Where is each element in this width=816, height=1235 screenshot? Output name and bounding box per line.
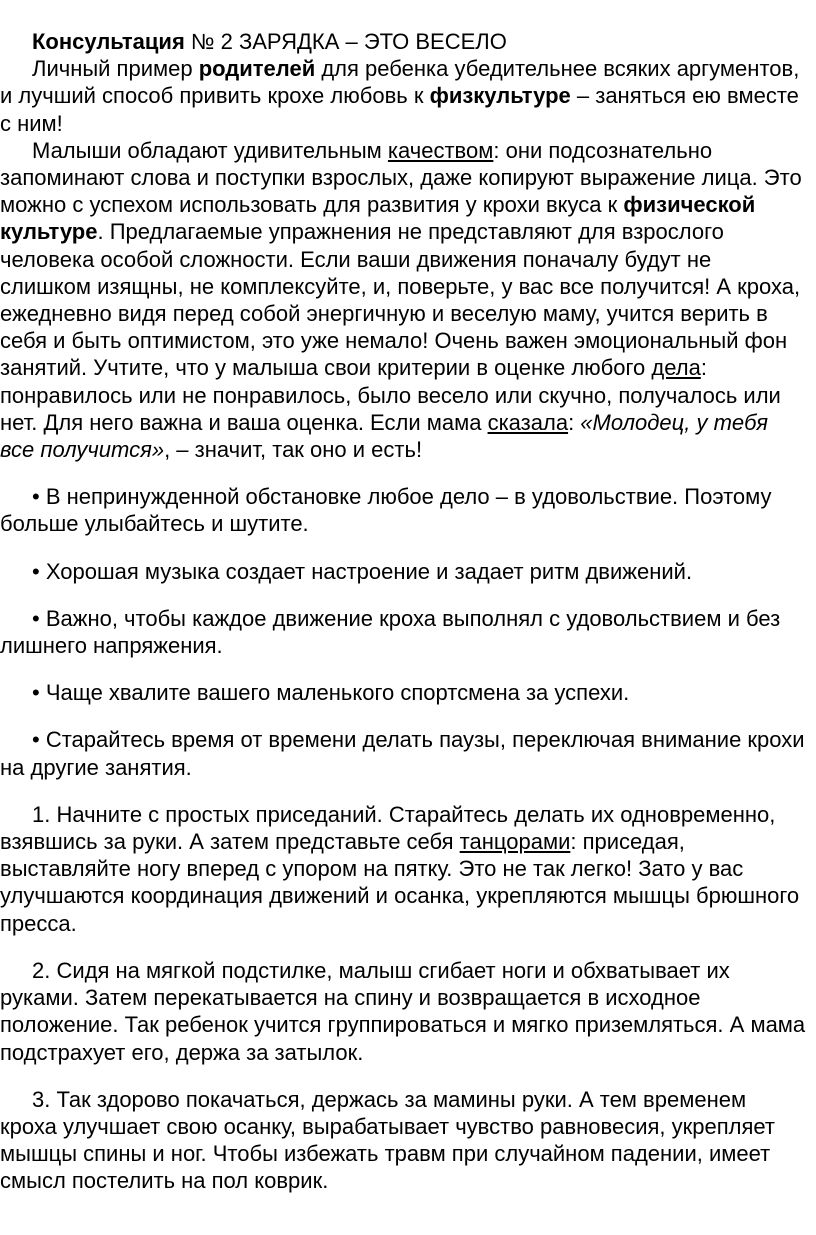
spacer — [0, 538, 806, 558]
bullet-item-3: • Важно, чтобы каждое движение кроха выполнял с удовольствием и без лишнего напряжения. — [0, 605, 781, 659]
main-text-4: : понравилось или не понравилось, было весело или скучно, получалось или нет. Для него важна и ваша оценка. Если мама — [0, 355, 781, 435]
title-bold: Консультация — [32, 29, 185, 54]
main-paragraph — [0, 137, 806, 463]
document-title — [0, 28, 806, 55]
bullet-item-2: • Хорошая музыка создает настроение и задает ритм движений. — [32, 558, 693, 584]
spacer — [0, 659, 806, 679]
intro-paragraph — [0, 55, 806, 137]
spacer — [0, 585, 806, 605]
link-dancers[interactable]: танцорами — [459, 829, 571, 855]
bullet-item-4: • Чаще хвалите вашего маленького спортсмена за успехи. — [32, 680, 630, 706]
link-quality[interactable]: качеством — [387, 137, 494, 163]
document-page — [0, 28, 816, 1195]
spacer — [0, 1066, 806, 1086]
spacer — [0, 937, 806, 957]
exercise-1-text-1: 1. Начните с простых приседаний. Старайтесь делать их одновременно, взявшись за руки. А затем представьте себя — [0, 801, 776, 855]
exercise-3-paragraph: 3. Так здорово покачаться, держась за мамины руки. А тем временем кроха улучшает свою осанку, вырабатывает чувство равновесия, укрепляет мышцы спины и ног. Чтобы избежать травм при случайном падении, имеет смысл постелить на пол коврик. — [0, 1086, 775, 1194]
spacer — [0, 463, 806, 483]
main-text-5: : — [568, 409, 581, 435]
intro-text-2: для ребенка убедительнее всяких аргументов, и лучший способ привить крохе любовь к — [0, 56, 800, 109]
bullet-item-5: • Старайтесь время от времени делать паузы, переключая внимание крохи на другие занятия. — [0, 727, 805, 780]
title-rest: № 2 ЗАРЯДКА – ЭТО ВЕСЕЛО — [184, 29, 507, 54]
main-text-6: , – значит, так оно и есть! — [164, 437, 423, 463]
intro-bold-physical-education: физкультуре — [429, 83, 571, 109]
main-text-1: Малыши обладают удивительным — [32, 137, 388, 163]
bullet-item-1: • В непринужденной обстановке любое дело – в удовольствие. Поэтому больше улыбайтесь и шутите. — [0, 484, 772, 537]
main-text-3: . Предлагаемые упражнения не представляют для взрослого человека особой сложности. Если ваши движения поначалу будут не слишком изящны, не комплексуйте, и, поверьте, у вас все получится! А кроха, ежедневно видя перед собой энергичную и веселую маму, учится верить в себя и быть оптимистом, это уже немало! Очень важен эмоциональный фон занятий. Учтите, что у малыша свои критерии в оценке любого — [0, 219, 801, 381]
intro-text-3: – заняться ею вместе с ним! — [0, 83, 799, 136]
exercise-2-paragraph: 2. Сидя на мягкой подстилке, малыш сгибает ноги и обхватывает их руками. Затем перекатывается на спину и возвращается в исходное положение. Так ребенок учится группироваться и мягко приземляться. А мама подстрахует его, держа за затылок. — [0, 957, 806, 1065]
intro-text-1: Личный пример — [32, 56, 199, 82]
main-bold-physical-culture: физической культуре — [0, 192, 756, 245]
intro-bold-parents: родителей — [198, 56, 316, 82]
link-deed[interactable]: дела — [651, 355, 701, 381]
exercise-1-paragraph — [0, 801, 806, 937]
main-italic-quote: «Молодец, у тебя все получится» — [0, 409, 769, 463]
spacer — [0, 706, 806, 726]
exercise-1-text-2: : приседая, выставляйте ногу вперед с упором на пятку. Это не так легко! Зато у вас улучшаются координация движений и осанка, укрепляются мышцы брюшного пресса. — [0, 829, 800, 936]
main-text-2: : они подсознательно запоминают слова и поступки взрослых, даже копируют выражение лица. Это можно с успехом использовать для развития у крохи вкуса к — [0, 137, 802, 218]
link-said[interactable]: сказала — [487, 409, 569, 435]
spacer — [0, 781, 806, 801]
